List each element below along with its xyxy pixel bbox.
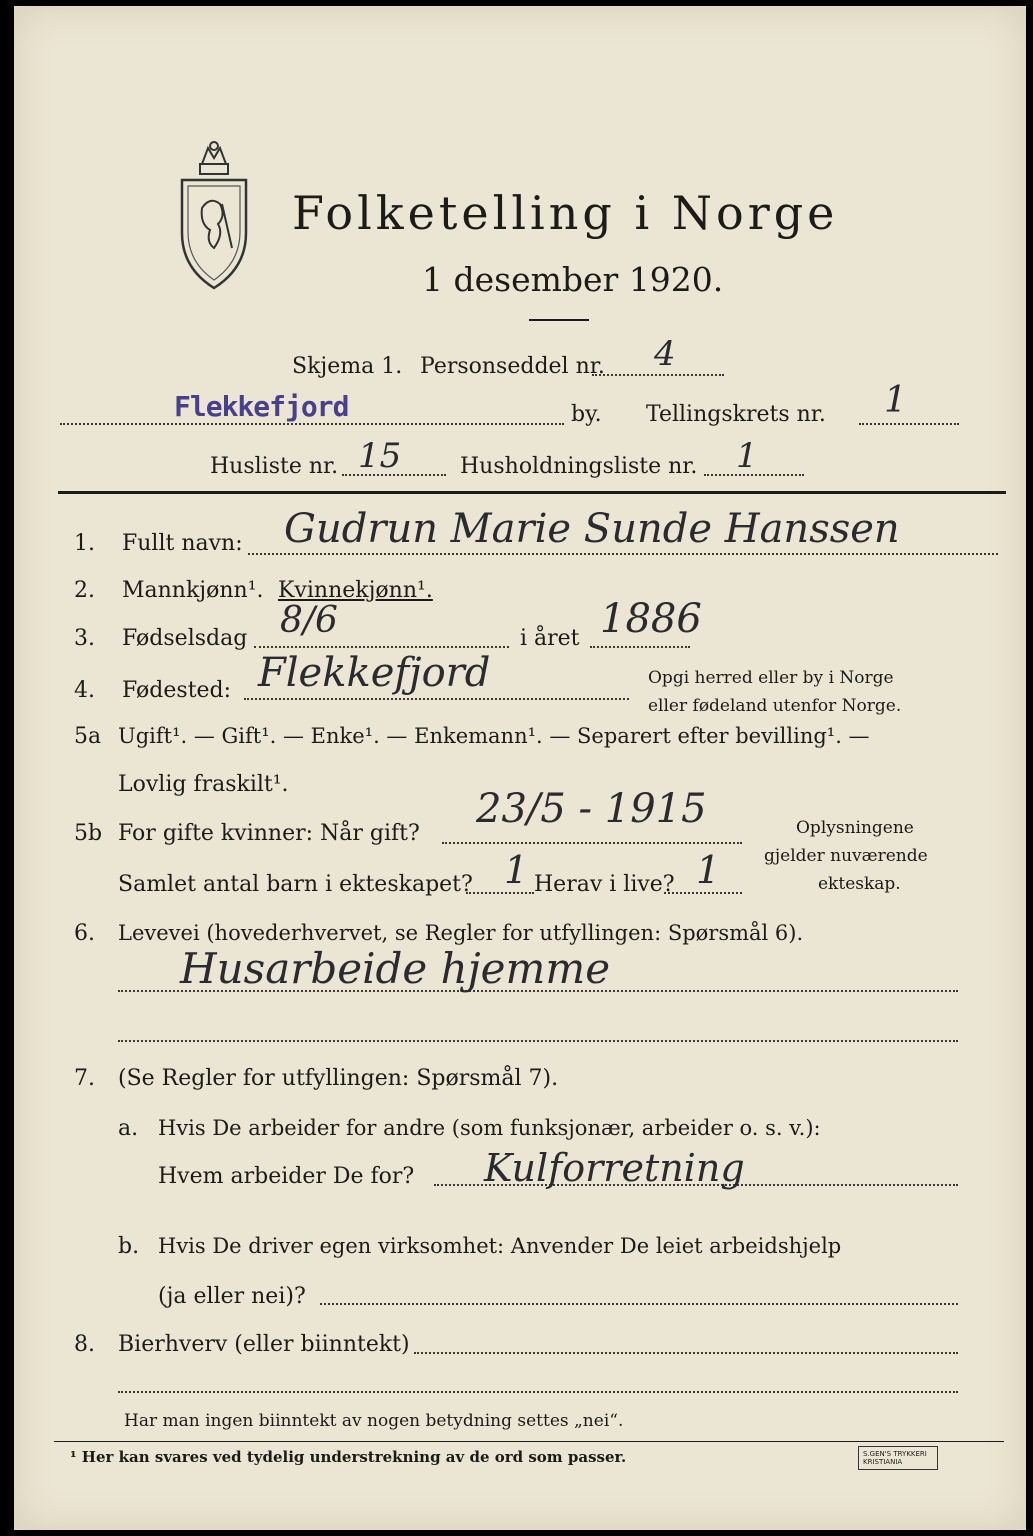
q4-note-line1: Opgi herred eller by i Norge <box>648 668 894 688</box>
q5b-line1 <box>442 842 742 844</box>
q3-year-value: 1886 <box>600 596 702 642</box>
q4-number: 4. <box>74 678 95 703</box>
census-form <box>14 6 1026 1530</box>
q6-line2 <box>118 1040 958 1042</box>
q4-label: Fødested: <box>122 678 232 703</box>
q1-label: Fullt navn: <box>122 531 243 556</box>
q5a-number: 5a <box>74 724 102 749</box>
skjema-label: Skjema 1. <box>292 354 403 379</box>
q2-female: Kvinnekjønn¹. <box>278 578 433 603</box>
tellingskrets-label: Tellingskrets nr. <box>646 402 826 427</box>
q3-number: 3. <box>74 626 95 651</box>
q7b-letter: b. <box>118 1234 140 1259</box>
husliste-value: 15 <box>358 436 402 476</box>
q2-male: Mannkjønn¹. <box>122 578 264 603</box>
q5a-line2: Lovlig fraskilt¹. <box>118 772 289 797</box>
q5b-label3: Herav i live? <box>534 872 675 897</box>
q5b-label2: Samlet antal barn i ekteskapet? <box>118 872 473 897</box>
husliste-label: Husliste nr. <box>210 454 339 479</box>
q5b-line3 <box>664 892 742 894</box>
q7a-letter: a. <box>118 1116 139 1141</box>
tellingskrets-value: 1 <box>884 380 907 421</box>
q5b-note2: gjelder nuværende <box>764 846 928 866</box>
q7a-value: Kulforretning <box>484 1146 745 1190</box>
q7b-line2: (ja eller nei)? <box>158 1284 306 1309</box>
q8-label: Bierhverv (eller biinntekt) <box>118 1332 410 1357</box>
personseddel-line <box>592 374 724 376</box>
q8-line1 <box>414 1352 958 1354</box>
q5b-value3: 1 <box>696 848 721 892</box>
husholdning-value: 1 <box>736 436 758 476</box>
q7b-line1: Hvis De driver egen virksomhet: Anvender De leiet arbeidshjelp <box>158 1234 842 1258</box>
tellingskrets-line <box>859 423 959 425</box>
printer-stamp: S.GEN'S TRYKKERI KRISTIANIA <box>858 1446 938 1470</box>
husholdning-label: Husholdningsliste nr. <box>460 454 698 479</box>
q4-line <box>244 698 629 700</box>
personseddel-value: 4 <box>654 334 676 374</box>
title-divider <box>529 319 589 321</box>
q6-value: Husarbeide hjemme <box>180 944 611 993</box>
q5b-number: 5b <box>74 821 103 846</box>
q6-number: 6. <box>74 921 95 946</box>
coat-of-arms-icon <box>174 138 254 293</box>
q3-year-label: i året <box>520 626 580 651</box>
q3-value: 8/6 <box>280 600 338 641</box>
q4-value: Flekkefjord <box>258 650 491 696</box>
q3-label: Fødselsdag <box>122 626 248 651</box>
form-title: Folketelling i Norge <box>292 186 839 240</box>
footer-note: Har man ingen biinntekt av nogen betydning settes „nei“. <box>124 1411 624 1431</box>
census-date: 1 desember 1920. <box>422 260 724 299</box>
q3-year-line <box>590 646 690 648</box>
q6-label: Levevei (hovederhvervet, se Regler for utfyllingen: Spørsmål 6). <box>118 921 804 945</box>
q7a-line1: Hvis De arbeider for andre (som funksjonær, arbeider o. s. v.): <box>158 1116 821 1140</box>
q3-line <box>254 646 509 648</box>
q5b-note3: ekteskap. <box>818 874 901 894</box>
q5b-line2 <box>466 892 534 894</box>
footer-rule <box>54 1441 1004 1442</box>
q5b-note1: Oplysningene <box>796 818 914 838</box>
by-line <box>60 423 564 425</box>
q4-note-line2: eller fødeland utenfor Norge. <box>648 696 902 716</box>
header-rule <box>58 491 1006 494</box>
q8-number: 8. <box>74 1332 95 1357</box>
q2-number: 2. <box>74 578 95 603</box>
q5b-value2: 1 <box>504 848 529 892</box>
by-label: by. <box>571 402 602 427</box>
personseddel-label: Personseddel nr. <box>420 354 605 379</box>
q1-value: Gudrun Marie Sunde Hanssen <box>284 506 900 552</box>
q5a-line1: Ugift¹. — Gift¹. — Enke¹. — Enkemann¹. — Separert efter bevilling¹. — <box>118 724 870 748</box>
q7-label: (Se Regler for utfyllingen: Spørsmål 7). <box>118 1066 559 1091</box>
q7b-answer-line <box>320 1303 958 1305</box>
by-stamp: Flekkefjord <box>174 390 349 423</box>
q5b-value1: 23/5 - 1915 <box>476 786 707 832</box>
q7a-line2: Hvem arbeider De for? <box>158 1164 415 1189</box>
q1-number: 1. <box>74 531 95 556</box>
q7-number: 7. <box>74 1066 95 1091</box>
q1-line <box>248 553 998 555</box>
q8-line2 <box>118 1391 958 1393</box>
q5b-label1: For gifte kvinner: Når gift? <box>118 821 420 846</box>
footnote: ¹ Her kan svares ved tydelig understrekning av de ord som passer. <box>70 1448 627 1466</box>
